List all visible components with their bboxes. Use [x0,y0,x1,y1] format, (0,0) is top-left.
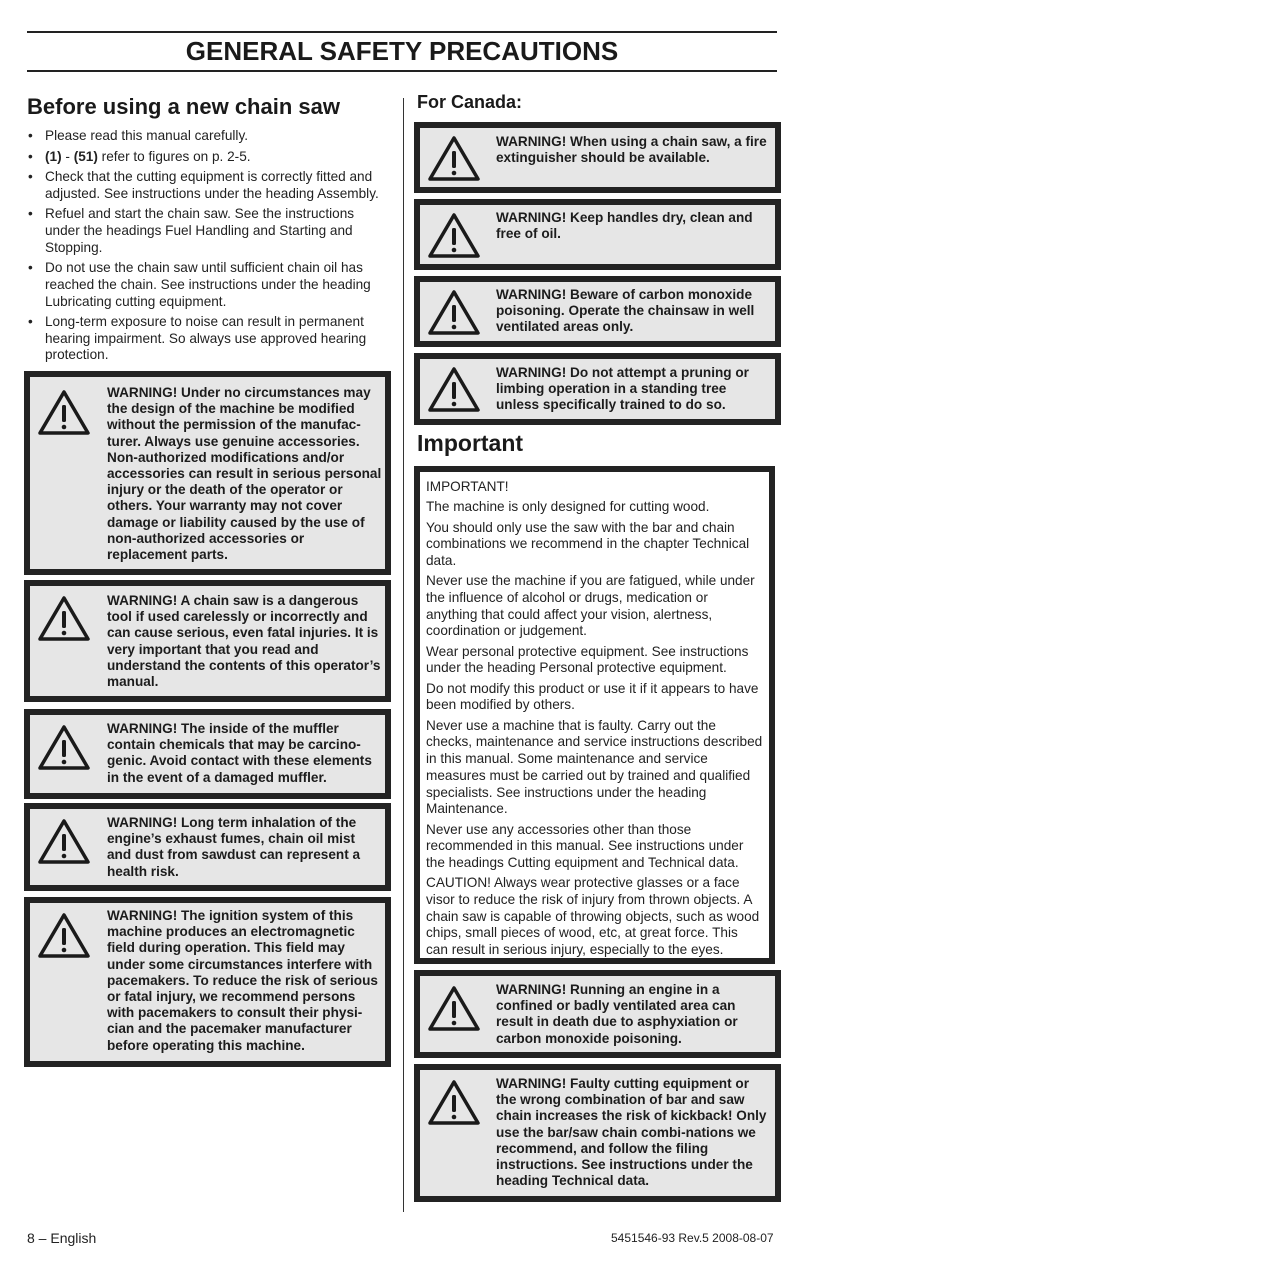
warning-triangle-icon [37,911,91,959]
list-item: • Please read this manual carefully. [28,128,249,143]
warning-text: WARNING! Long term inhalation of the engine’s exhaust fumes, chain oil mist and dust from sawdust can represent a health risk. [107,815,361,879]
bullet-icon: • [28,148,33,164]
warning-text: WARNING! Running an engine in a confined or badly ventilated area can result in death due to asphyxiation or carbon monoxide poisoning. [496,982,738,1046]
warning-triangle-icon [427,211,481,259]
before-use-list [27,128,392,368]
list-item: • Check that the cutting equipment is correctly fitted and adjusted. See instructions under the heading Assembly. [28,169,379,201]
important-paragraph: IMPORTANT! [426,479,509,494]
important-paragraph: You should only use the saw with the bar and chain combinations we recommend in the chapter Technical data. [426,519,750,568]
warning-triangle-icon [427,365,481,413]
important-notice-box [414,466,775,964]
important-paragraph: Do not modify this product or use it if it appears to have been modified by others. [426,680,759,713]
warning-text: WARNING! When using a chain saw, a fire extinguisher should be available. [496,134,767,166]
important-paragraph: The machine is only designed for cutting wood. [426,499,710,515]
title-underline-rule [27,70,777,72]
warning-box-fire-extinguisher [414,122,781,193]
list-item: • Do not use the chain saw until sufficient chain oil has reached the chain. See instructions under the heading Lubricating cutting equipment. [28,260,371,309]
bullet-icon: • [28,314,33,330]
bullet-icon: • [28,260,33,276]
warning-box-ignition [24,897,391,1067]
bullet-icon: • [28,169,33,184]
warning-triangle-icon [427,1078,481,1126]
important-paragraph: Never use the machine if you are fatigued, while under the influence of alcohol or drugs, medication or anything that could affect your vision, alertness, coordination or judgement. [426,573,755,639]
column-divider [403,98,404,1212]
important-paragraph: Never use any accessories other than those recommended in this manual. See instructions under the headings Cutting equipment and Technical data. [426,821,744,870]
warning-box-exhaust [24,803,391,891]
page-number: 8 – English [27,1230,97,1246]
warning-text: WARNING! Beware of carbon monoxide poisoning. Operate the chainsaw in well ventilated areas only. [496,287,755,335]
page-title: GENERAL SAFETY PRECAUTIONS [185,36,619,66]
document-reference: 5451546-93 Rev.5 2008-08-07 [611,1231,774,1245]
before-use-heading: Before using a new chain saw [27,94,340,119]
warning-triangle-icon [427,984,481,1032]
warning-box-asphyxiation [414,970,781,1058]
warning-text: WARNING! The ignition system of this machine produces an electromagnetic field during operation. This field may under some circumstances interfere with pacemakers. To reduce the risk of serious or fatal injury, we recommend persons with pacemakers to consult their physi-cian and the pacemaker manufacturer before operating this machine. [107,908,378,1053]
warning-box-handles [414,199,781,270]
warning-box-dangerous-tool [24,580,391,702]
important-paragraph: Wear personal protective equipment. See instructions under the heading Personal protective equipment. [426,643,749,676]
warning-box-carbon-monoxide [414,276,781,347]
warning-box-muffler [24,709,391,799]
warning-triangle-icon [427,134,481,182]
important-heading: Important [417,430,524,456]
warning-text: WARNING! The inside of the muffler contain chemicals that may be carcino-genic. Avoid contact with these elements in the event of a damaged muffler. [107,721,372,785]
list-item: • (1) - (51) refer to figures on p. 2-5. [28,148,251,164]
warning-text: WARNING! A chain saw is a dangerous tool if used carelessly or incorrectly and can cause serious, even fatal injuries. It is very important that you read and understand the contents of this operator’s manual. [107,593,381,690]
important-paragraph: Never use a machine that is faulty. Carry out the checks, maintenance and service instructions described in this manual. Some maintenance and service measures must be carried out by trained and qualified specialists. See instructions under the heading Maintenance. [426,717,763,817]
top-rule [27,31,777,33]
warning-box-kickback [414,1064,781,1202]
warning-text: WARNING! Under no circumstances may the design of the machine be modified without the permission of the manufac-turer. Always use genuine accessories. Non-authorized modifications and/or accessories can result in serious personal injury or the death of the operator or others. Your warranty may not cover damage or liability caused by the use of non-authorized accessories or replacement parts. [107,385,382,563]
warning-triangle-icon [427,288,481,336]
warning-text: WARNING! Faulty cutting equipment or the wrong combination of bar and saw chain increases the risk of kickback! Only use the bar/saw chain combi-nations we recommend, and follow the filing instructions. See instructions under the heading Technical data. [496,1076,767,1189]
warning-text: WARNING! Do not attempt a pruning or limbing operation in a standing tree unless specifically trained to do so. [496,365,749,413]
warning-triangle-icon [37,594,91,642]
warning-text: WARNING! Keep handles dry, clean and free of oil. [496,210,753,242]
warning-box-pruning [414,353,781,425]
warning-triangle-icon [37,388,91,436]
bullet-icon: • [28,206,33,222]
bullet-icon: • [28,128,33,143]
warning-box-modification [24,371,391,575]
warning-triangle-icon [37,817,91,865]
warning-triangle-icon [37,723,91,771]
for-canada-heading: For Canada: [417,92,523,112]
important-paragraph: CAUTION! Always wear protective glasses or a face visor to reduce the risk of injury from thrown objects. A chain saw is capable of throwing objects, such as wood chips, small pieces of wood, etc, at great force. This can result in serious injury, especially to the eyes. [426,875,760,958]
list-item: • Long-term exposure to noise can result in permanent hearing impairment. So always use approved hearing protection. [28,314,367,363]
list-item: • Refuel and start the chain saw. See the instructions under the headings Fuel Handling and Starting and Stopping. [28,206,355,255]
